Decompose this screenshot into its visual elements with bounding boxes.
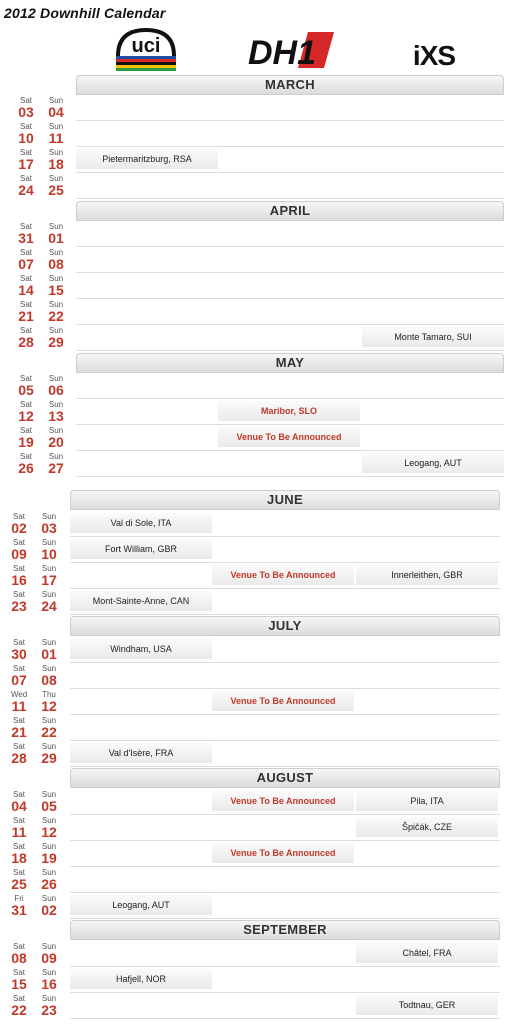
day-number: 27 [48, 460, 64, 476]
day-number: 02 [41, 902, 57, 918]
weekday-label: Sat [12, 664, 25, 673]
weekday-label: Sat [19, 174, 32, 183]
date-cell [34, 994, 64, 1018]
day-number: 18 [48, 156, 64, 172]
weekday-label: Sat [12, 842, 25, 851]
day-number: 23 [41, 1002, 57, 1018]
dh1-venue: Venue To Be Announced [212, 843, 354, 863]
row-divider [70, 866, 500, 867]
row-divider [76, 424, 504, 425]
date-cell [4, 638, 34, 662]
date-cell [41, 274, 71, 298]
weekday-label: Sun [48, 326, 64, 335]
row-divider [76, 198, 504, 199]
date-cell [11, 122, 41, 146]
row-divider [70, 814, 500, 815]
weekday-label: Sun [41, 968, 57, 977]
weekday-label: Sat [12, 868, 25, 877]
row-divider [70, 966, 500, 967]
ixs-venue: Leogang, AUT [362, 453, 504, 473]
date-cell [41, 400, 71, 424]
day-number: 16 [41, 976, 57, 992]
row-divider [70, 992, 500, 993]
day-number: 03 [41, 520, 57, 536]
row-divider [70, 662, 500, 663]
day-number: 20 [48, 434, 64, 450]
month-header-september: SEPTEMBER [70, 920, 500, 940]
date-cell [41, 222, 71, 246]
ixs-venue: Monte Tamaro, SUI [362, 327, 504, 347]
weekday-label: Sat [19, 374, 32, 383]
date-cell [4, 716, 34, 740]
weekday-label: Sat [19, 248, 32, 257]
ixs-logo-text: iXS [412, 40, 456, 68]
date-cell [11, 426, 41, 450]
uci-venue: Mont-Sainte-Anne, CAN [70, 591, 212, 611]
row-divider [76, 298, 504, 299]
weekday-label: Sun [41, 942, 57, 951]
row-divider [76, 172, 504, 173]
month-header-august: AUGUST [70, 768, 500, 788]
day-number: 16 [11, 572, 27, 588]
uci-venue: Val d'Isère, FRA [70, 743, 212, 763]
day-number: 08 [11, 950, 27, 966]
date-cell [11, 248, 41, 272]
day-number: 12 [18, 408, 34, 424]
date-cell [34, 690, 64, 714]
weekday-label: Sun [41, 590, 57, 599]
date-cell [11, 222, 41, 246]
day-number: 22 [11, 1002, 27, 1018]
row-divider [70, 614, 500, 615]
weekday-label: Sat [19, 96, 32, 105]
weekday-label: Sat [19, 426, 32, 435]
date-cell [4, 894, 34, 918]
dh1-venue: Venue To Be Announced [212, 691, 354, 711]
row-divider [70, 766, 500, 767]
weekday-label: Sun [41, 894, 57, 903]
weekday-label: Sat [19, 452, 32, 461]
date-cell [4, 994, 34, 1018]
weekday-label: Sun [48, 174, 64, 183]
weekday-label: Sat [19, 300, 32, 309]
date-cell [34, 742, 64, 766]
uci-venue: Windham, USA [70, 639, 212, 659]
date-cell [41, 96, 71, 120]
weekday-label: Sat [12, 790, 25, 799]
date-cell [34, 538, 64, 562]
uci-venue: Pietermaritzburg, RSA [76, 149, 218, 169]
date-cell [34, 590, 64, 614]
weekday-label: Sun [41, 512, 57, 521]
row-divider [70, 1018, 500, 1019]
month-header-april: APRIL [76, 201, 504, 221]
weekday-label: Sun [41, 638, 57, 647]
weekday-label: Sun [41, 790, 57, 799]
day-number: 22 [41, 724, 57, 740]
date-cell [11, 96, 41, 120]
day-number: 28 [18, 334, 34, 350]
weekday-label: Sun [41, 664, 57, 673]
ixs-venue: Todtnau, GER [356, 995, 498, 1015]
date-cell [41, 248, 71, 272]
day-number: 19 [18, 434, 34, 450]
day-number: 03 [18, 104, 34, 120]
day-number: 11 [11, 698, 27, 714]
date-cell [41, 452, 71, 476]
uci-logo [114, 28, 178, 72]
weekday-label: Sat [19, 222, 32, 231]
day-number: 09 [41, 950, 57, 966]
month-header-may: MAY [76, 353, 504, 373]
day-number: 23 [11, 598, 27, 614]
row-divider [76, 398, 504, 399]
day-number: 15 [48, 282, 64, 298]
day-number: 28 [11, 750, 27, 766]
weekday-label: Sat [12, 638, 25, 647]
date-cell [34, 564, 64, 588]
ixs-venue: Pila, ITA [356, 791, 498, 811]
weekday-label: Thu [42, 690, 56, 699]
row-divider [76, 350, 504, 351]
weekday-label: Sat [19, 148, 32, 157]
weekday-label: Sun [48, 222, 64, 231]
row-divider [70, 918, 500, 919]
date-cell [4, 590, 34, 614]
date-cell [41, 326, 71, 350]
ixs-venue: Innerleithen, GBR [356, 565, 498, 585]
day-number: 13 [48, 408, 64, 424]
weekday-label: Sun [41, 564, 57, 573]
weekday-label: Sun [48, 122, 64, 131]
weekday-label: Sun [48, 148, 64, 157]
weekday-label: Sun [41, 816, 57, 825]
row-divider [70, 892, 500, 893]
day-number: 12 [41, 698, 57, 714]
row-divider [76, 246, 504, 247]
day-number: 04 [11, 798, 27, 814]
weekday-label: Sat [12, 564, 25, 573]
day-number: 09 [11, 546, 27, 562]
day-number: 14 [18, 282, 34, 298]
row-divider [76, 450, 504, 451]
date-cell [41, 426, 71, 450]
date-cell [11, 374, 41, 398]
dh1-venue: Venue To Be Announced [212, 791, 354, 811]
weekday-label: Sun [41, 842, 57, 851]
weekday-label: Sat [12, 816, 25, 825]
date-cell [4, 564, 34, 588]
date-cell [11, 452, 41, 476]
day-number: 05 [41, 798, 57, 814]
date-cell [41, 374, 71, 398]
day-number: 25 [11, 876, 27, 892]
weekday-label: Sat [12, 742, 25, 751]
weekday-label: Sun [48, 452, 64, 461]
weekday-label: Sun [48, 248, 64, 257]
calendar-title: 2012 Downhill Calendar [4, 5, 166, 21]
date-cell [11, 326, 41, 350]
dh1-venue: Venue To Be Announced [218, 427, 360, 447]
day-number: 21 [18, 308, 34, 324]
date-cell [4, 512, 34, 536]
day-number: 29 [41, 750, 57, 766]
weekday-label: Sat [12, 942, 25, 951]
row-divider [76, 272, 504, 273]
day-number: 01 [48, 230, 64, 246]
day-number: 12 [41, 824, 57, 840]
weekday-label: Sat [12, 968, 25, 977]
date-cell [34, 638, 64, 662]
uci-venue: Val di Sole, ITA [70, 513, 212, 533]
weekday-label: Sat [19, 400, 32, 409]
day-number: 07 [11, 672, 27, 688]
date-cell [4, 942, 34, 966]
weekday-label: Sun [48, 274, 64, 283]
day-number: 24 [41, 598, 57, 614]
day-number: 08 [48, 256, 64, 272]
weekday-label: Sun [41, 742, 57, 751]
day-number: 24 [18, 182, 34, 198]
weekday-label: Sat [19, 122, 32, 131]
uci-logo-text: uci [131, 35, 161, 57]
row-divider [76, 120, 504, 121]
day-number: 31 [18, 230, 34, 246]
date-cell [11, 174, 41, 198]
date-cell [11, 400, 41, 424]
row-divider [76, 476, 504, 477]
row-divider [70, 714, 500, 715]
weekday-label: Wed [10, 690, 28, 699]
day-number: 10 [41, 546, 57, 562]
day-number: 04 [48, 104, 64, 120]
date-cell [4, 742, 34, 766]
row-divider [70, 536, 500, 537]
weekday-label: Sun [48, 300, 64, 309]
dh1-logo-text: DH1 [248, 34, 317, 70]
weekday-label: Sat [19, 274, 32, 283]
weekday-label: Sun [41, 868, 57, 877]
ixs-logo [394, 40, 474, 68]
day-number: 10 [18, 130, 34, 146]
day-number: 29 [48, 334, 64, 350]
weekday-label: Sun [41, 538, 57, 547]
date-cell [34, 968, 64, 992]
day-number: 31 [11, 902, 27, 918]
weekday-label: Sat [19, 326, 32, 335]
row-divider [70, 562, 500, 563]
dh1-venue: Venue To Be Announced [212, 565, 354, 585]
day-number: 06 [48, 382, 64, 398]
date-cell [34, 868, 64, 892]
month-header-march: MARCH [76, 75, 504, 95]
day-number: 08 [41, 672, 57, 688]
row-divider [70, 740, 500, 741]
date-cell [34, 664, 64, 688]
weekday-label: Sat [12, 538, 25, 547]
date-cell [41, 300, 71, 324]
weekday-label: Sun [48, 374, 64, 383]
date-cell [4, 968, 34, 992]
day-number: 11 [11, 824, 27, 840]
uci-venue: Fort William, GBR [70, 539, 212, 559]
date-cell [34, 894, 64, 918]
uci-venue: Hafjell, NOR [70, 969, 212, 989]
date-cell [4, 868, 34, 892]
ixs-venue: Špičák, CZE [356, 817, 498, 837]
day-number: 02 [11, 520, 27, 536]
date-cell [41, 148, 71, 172]
weekday-label: Sun [41, 994, 57, 1003]
day-number: 30 [11, 646, 27, 662]
day-number: 15 [11, 976, 27, 992]
uci-venue: Leogang, AUT [70, 895, 212, 915]
date-cell [41, 174, 71, 198]
date-cell [4, 842, 34, 866]
date-cell [34, 790, 64, 814]
day-number: 17 [41, 572, 57, 588]
dh1-logo [246, 30, 334, 70]
date-cell [11, 300, 41, 324]
weekday-label: Sun [41, 716, 57, 725]
day-number: 26 [41, 876, 57, 892]
weekday-label: Sat [12, 716, 25, 725]
date-cell [4, 816, 34, 840]
weekday-label: Sat [12, 512, 25, 521]
day-number: 01 [41, 646, 57, 662]
day-number: 07 [18, 256, 34, 272]
row-divider [70, 588, 500, 589]
date-cell [4, 790, 34, 814]
date-cell [34, 816, 64, 840]
day-number: 26 [18, 460, 34, 476]
date-cell [11, 274, 41, 298]
day-number: 25 [48, 182, 64, 198]
date-cell [41, 122, 71, 146]
date-cell [4, 690, 34, 714]
weekday-label: Sat [12, 994, 25, 1003]
day-number: 18 [11, 850, 27, 866]
date-cell [4, 664, 34, 688]
date-cell [34, 942, 64, 966]
month-header-june: JUNE [70, 490, 500, 510]
month-header-july: JULY [70, 616, 500, 636]
weekday-label: Sun [48, 400, 64, 409]
date-cell [4, 538, 34, 562]
row-divider [70, 688, 500, 689]
day-number: 21 [11, 724, 27, 740]
weekday-label: Fri [14, 894, 24, 903]
weekday-label: Sun [48, 96, 64, 105]
weekday-label: Sat [12, 590, 25, 599]
dh1-venue: Maribor, SLO [218, 401, 360, 421]
day-number: 11 [48, 130, 64, 146]
day-number: 22 [48, 308, 64, 324]
day-number: 17 [18, 156, 34, 172]
day-number: 05 [18, 382, 34, 398]
ixs-venue: Châtel, FRA [356, 943, 498, 963]
row-divider [70, 840, 500, 841]
date-cell [34, 512, 64, 536]
date-cell [11, 148, 41, 172]
weekday-label: Sun [48, 426, 64, 435]
row-divider [76, 324, 504, 325]
date-cell [34, 716, 64, 740]
date-cell [34, 842, 64, 866]
row-divider [76, 146, 504, 147]
day-number: 19 [41, 850, 57, 866]
